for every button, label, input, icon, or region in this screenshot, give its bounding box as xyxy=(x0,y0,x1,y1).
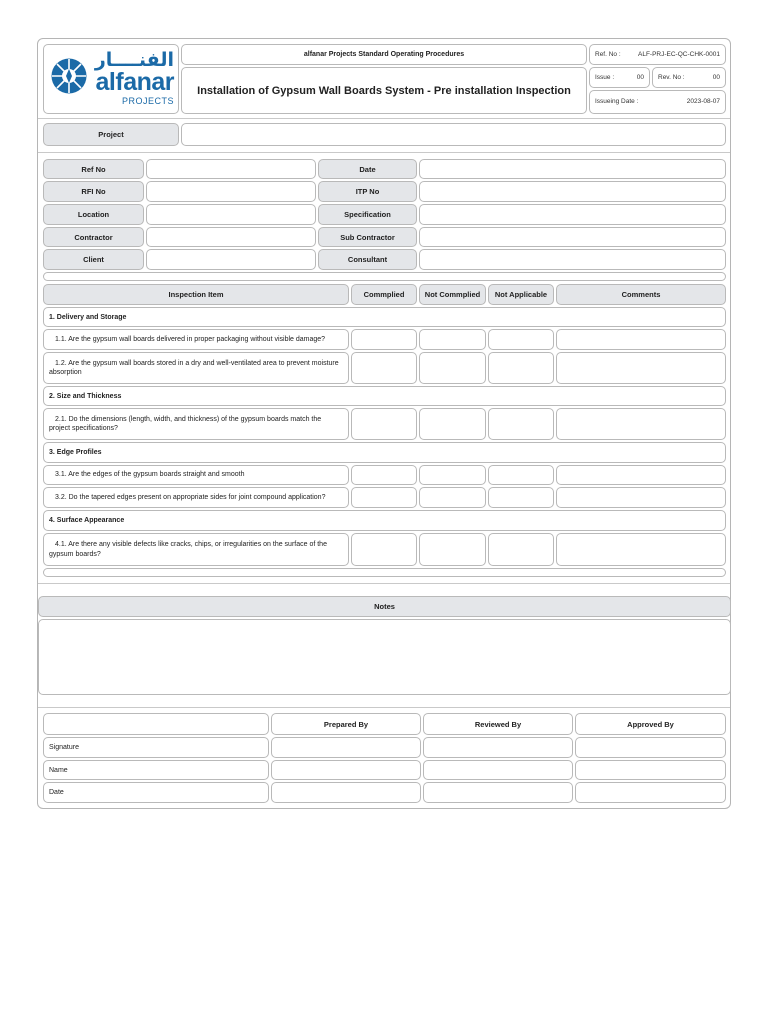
q2-1-not-complied[interactable] xyxy=(419,408,486,440)
question-3-1: 3.1. Are the edges of the gypsum boards straight and smooth xyxy=(43,465,349,485)
divider xyxy=(38,118,730,119)
q2-1-comments[interactable] xyxy=(556,408,726,440)
rfi-no-field[interactable] xyxy=(146,181,316,202)
spacer-row xyxy=(43,272,726,281)
section-delivery-storage: 1. Delivery and Storage xyxy=(43,307,726,327)
divider xyxy=(38,152,730,153)
reviewed-signature-field[interactable] xyxy=(423,737,573,758)
col-not-applicable: Not Applicable xyxy=(488,284,554,305)
notes-header: Notes xyxy=(38,596,731,617)
prepared-by-header: Prepared By xyxy=(271,713,421,735)
date-field[interactable] xyxy=(419,159,726,179)
location-label: Location xyxy=(43,204,144,225)
approval-corner xyxy=(43,713,269,735)
question-2-1: 2.1. Do the dimensions (length, width, and thickness) of the gypsum boards match the project specifications? xyxy=(43,408,349,440)
col-complied: Commplied xyxy=(351,284,417,305)
col-inspection-item: Inspection Item xyxy=(43,284,349,305)
date-label: Date xyxy=(318,159,417,179)
client-label: Client xyxy=(43,249,144,270)
rev-value: 00 xyxy=(712,74,720,81)
issue-label: Issue : xyxy=(595,74,615,81)
consultant-label: Consultant xyxy=(318,249,417,270)
q3-2-not-complied[interactable] xyxy=(419,487,486,508)
approved-name-field[interactable] xyxy=(575,760,726,780)
q4-1-complied[interactable] xyxy=(351,533,417,566)
section-size-thickness: 2. Size and Thickness xyxy=(43,386,726,406)
q1-2-not-complied[interactable] xyxy=(419,352,486,384)
q4-1-comments[interactable] xyxy=(556,533,726,566)
issue-value: 00 xyxy=(636,74,644,81)
project-label: Project xyxy=(43,123,179,146)
reviewed-by-header: Reviewed By xyxy=(423,713,573,735)
rev-box xyxy=(652,67,726,88)
sub-contractor-label: Sub Contractor xyxy=(318,227,417,247)
q3-1-comments[interactable] xyxy=(556,465,726,485)
question-3-2: 3.2. Do the tapered edges present on appropriate sides for joint compound application? xyxy=(43,487,349,508)
logo-brand: alfanar xyxy=(95,68,174,96)
contractor-label: Contractor xyxy=(43,227,144,247)
specification-field[interactable] xyxy=(419,204,726,225)
date-row-label: Date xyxy=(43,782,269,803)
question-4-1: 4.1. Are there any visible defects like cracks, chips, or irregularities on the surface of the gypsum boards? xyxy=(43,533,349,566)
section-edge-profiles: 3. Edge Profiles xyxy=(43,442,726,463)
rev-label: Rev. No : xyxy=(658,74,685,81)
ref-no-label: Ref No xyxy=(43,159,144,179)
logo-sub: PROJECTS xyxy=(121,96,174,106)
q3-2-not-applicable[interactable] xyxy=(488,487,554,508)
q4-1-not-applicable[interactable] xyxy=(488,533,554,566)
ref-no-box xyxy=(589,44,726,65)
project-field[interactable] xyxy=(181,123,726,146)
q2-1-not-applicable[interactable] xyxy=(488,408,554,440)
consultant-field[interactable] xyxy=(419,249,726,270)
approved-date-field[interactable] xyxy=(575,782,726,803)
sub-contractor-field[interactable] xyxy=(419,227,726,247)
specification-label: Specification xyxy=(318,204,417,225)
q3-1-complied[interactable] xyxy=(351,465,417,485)
section-surface-appearance: 4. Surface Appearance xyxy=(43,510,726,531)
col-comments: Comments xyxy=(556,284,726,305)
q1-2-comments[interactable] xyxy=(556,352,726,384)
q3-1-not-complied[interactable] xyxy=(419,465,486,485)
approved-signature-field[interactable] xyxy=(575,737,726,758)
itp-no-label: ITP No xyxy=(318,181,417,202)
signature-label: Signature xyxy=(43,737,269,758)
ref-no-field[interactable] xyxy=(146,159,316,179)
logo-box xyxy=(43,44,179,114)
q1-1-comments[interactable] xyxy=(556,329,726,350)
question-1-1: 1.1. Are the gypsum wall boards delivered in proper packaging without visible damage? xyxy=(43,329,349,350)
q1-1-not-complied[interactable] xyxy=(419,329,486,350)
notes-field[interactable] xyxy=(38,619,731,695)
issue-date-box xyxy=(589,90,726,114)
approved-by-header: Approved By xyxy=(575,713,726,735)
itp-no-field[interactable] xyxy=(419,181,726,202)
q1-2-not-applicable[interactable] xyxy=(488,352,554,384)
page-title: Installation of Gypsum Wall Boards System - Pre installation Inspection xyxy=(181,67,587,114)
q1-2-complied[interactable] xyxy=(351,352,417,384)
client-field[interactable] xyxy=(146,249,316,270)
q1-1-complied[interactable] xyxy=(351,329,417,350)
reviewed-name-field[interactable] xyxy=(423,760,573,780)
q3-2-comments[interactable] xyxy=(556,487,726,508)
reviewed-date-field[interactable] xyxy=(423,782,573,803)
col-not-complied: Not Commplied xyxy=(419,284,486,305)
issue-date-value: 2023-08-07 xyxy=(686,98,720,105)
ref-no-label: Ref. No : xyxy=(595,51,621,58)
divider xyxy=(38,707,730,708)
q3-1-not-applicable[interactable] xyxy=(488,465,554,485)
name-label: Name xyxy=(43,760,269,780)
rfi-no-label: RFI No xyxy=(43,181,144,202)
issue-box xyxy=(589,67,650,88)
q2-1-complied[interactable] xyxy=(351,408,417,440)
logo-arabic: الفنــــار xyxy=(94,50,174,71)
q1-1-not-applicable[interactable] xyxy=(488,329,554,350)
spacer-row xyxy=(43,568,726,577)
alfanar-logo-icon xyxy=(49,56,89,96)
ref-no-value: ALF-PRJ-EC-QC-CHK-0001 xyxy=(638,51,720,58)
question-1-2: 1.2. Are the gypsum wall boards stored in a dry and well-ventilated area to prevent moisture absorption xyxy=(43,352,349,384)
prepared-name-field[interactable] xyxy=(271,760,421,780)
contractor-field[interactable] xyxy=(146,227,316,247)
issue-date-label: Issueing Date : xyxy=(595,98,639,105)
divider xyxy=(38,583,730,584)
q3-2-complied[interactable] xyxy=(351,487,417,508)
sop-title: alfanar Projects Standard Operating Procedures xyxy=(181,44,587,65)
prepared-signature-field[interactable] xyxy=(271,737,421,758)
location-field[interactable] xyxy=(146,204,316,225)
prepared-date-field[interactable] xyxy=(271,782,421,803)
q4-1-not-complied[interactable] xyxy=(419,533,486,566)
